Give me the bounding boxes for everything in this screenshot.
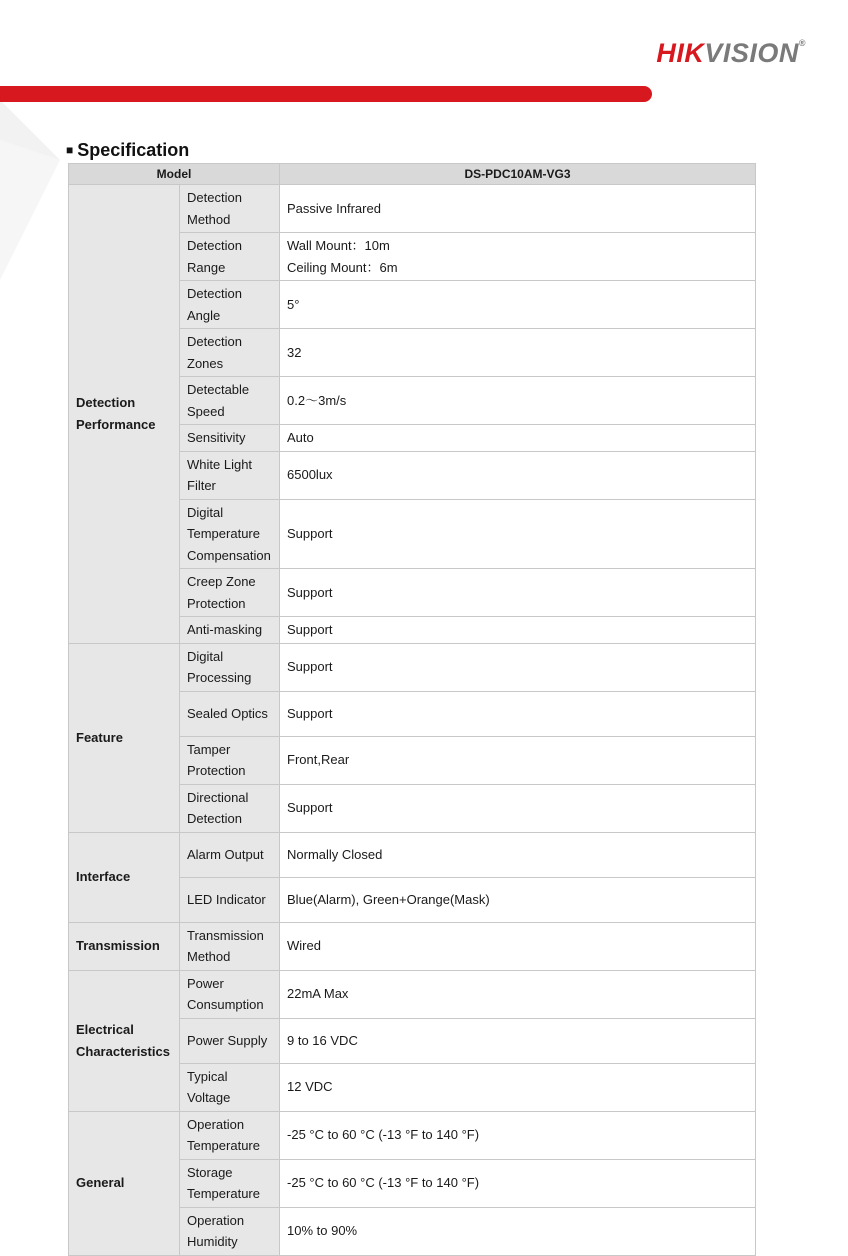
value-line: Normally Closed <box>287 846 383 862</box>
table-row <box>69 643 756 691</box>
section-title: ■ Specification <box>66 140 190 160</box>
category-cell: Electrical Characteristics <box>69 970 180 1111</box>
parameter-cell: Power Consumption <box>180 970 280 1018</box>
value-cell <box>280 643 756 691</box>
value-line: 32 <box>287 344 302 360</box>
parameter-cell: Directional Detection <box>180 784 280 832</box>
value-cell <box>280 1207 756 1255</box>
value-line: Support <box>287 622 333 637</box>
parameter-cell: Detection Angle <box>180 281 280 329</box>
value-cell <box>280 877 756 922</box>
value-cell <box>280 451 756 499</box>
value-line: 10% to 90% <box>287 1223 358 1239</box>
value-line: Support <box>287 800 333 816</box>
hikvision-logo: HIKVISION® <box>656 38 806 68</box>
specification-table <box>68 163 756 1256</box>
value-cell <box>280 233 756 281</box>
table-row <box>69 1111 756 1159</box>
parameter-cell: Storage Temperature <box>180 1159 280 1207</box>
value-cell <box>280 377 756 425</box>
table-body <box>69 185 756 1256</box>
category-cell: Transmission <box>69 922 180 970</box>
table-row <box>69 922 756 970</box>
value-line: 6500lux <box>287 467 333 483</box>
background-watermark-graphic <box>0 100 70 280</box>
value-line: 5° <box>287 296 300 312</box>
category-cell: Detection Performance <box>69 185 180 644</box>
table-row <box>69 970 756 1018</box>
value-line: Support <box>287 659 333 675</box>
parameter-cell: White Light Filter <box>180 451 280 499</box>
value-line: Blue(Alarm), Green+Orange(Mask) <box>287 891 490 907</box>
table-row <box>69 832 756 877</box>
value-line: 12 VDC <box>287 1079 333 1095</box>
value-cell <box>280 281 756 329</box>
header-model-number: DS-PDC10AM-VG3 <box>280 164 756 185</box>
value-line: Front,Rear <box>287 752 350 768</box>
parameter-cell: Sealed Optics <box>180 691 280 736</box>
parameter-cell: Detection Range <box>180 233 280 281</box>
value-cell <box>280 329 756 377</box>
parameter-cell: Detection Method <box>180 185 280 233</box>
value-line: Wired <box>287 938 321 954</box>
category-cell: General <box>69 1111 180 1255</box>
value-cell <box>280 1111 756 1159</box>
value-line: Support <box>287 584 333 600</box>
value-line: Ceiling Mount：6m <box>287 259 398 275</box>
table-header-row <box>69 164 756 185</box>
value-cell <box>280 499 756 569</box>
parameter-cell: Detection Zones <box>180 329 280 377</box>
parameter-cell: Power Supply <box>180 1018 280 1063</box>
value-cell <box>280 736 756 784</box>
value-cell <box>280 569 756 617</box>
parameter-cell: Alarm Output <box>180 832 280 877</box>
header-model: Model <box>69 164 280 185</box>
value-line: Wall Mount：10m <box>287 238 390 253</box>
parameter-cell: Tamper Protection <box>180 736 280 784</box>
value-cell <box>280 691 756 736</box>
header-red-bar <box>0 86 652 102</box>
value-cell <box>280 425 756 452</box>
value-line: 22mA Max <box>287 986 349 1002</box>
value-line: Passive Infrared <box>287 200 381 216</box>
value-line: Support <box>287 526 333 541</box>
value-line: 9 to 16 VDC <box>287 1032 358 1048</box>
parameter-cell: Detectable Speed <box>180 377 280 425</box>
category-cell: Feature <box>69 643 180 832</box>
value-cell <box>280 970 756 1018</box>
value-line: Support <box>287 705 333 721</box>
parameter-cell: Digital Processing <box>180 643 280 691</box>
parameter-cell: Creep Zone Protection <box>180 569 280 617</box>
value-line: 0.2～3m/s <box>287 392 347 408</box>
value-cell <box>280 185 756 233</box>
value-cell <box>280 617 756 644</box>
parameter-cell: Digital Temperature Compensation <box>180 499 280 569</box>
value-cell <box>280 922 756 970</box>
value-cell <box>280 784 756 832</box>
table-row <box>69 185 756 233</box>
parameter-cell: Transmission Method <box>180 922 280 970</box>
parameter-cell: Sensitivity <box>180 425 280 452</box>
category-cell: Interface <box>69 832 180 922</box>
parameter-cell: Anti-masking <box>180 617 280 644</box>
bullet-icon: ■ <box>66 143 74 157</box>
value-cell <box>280 832 756 877</box>
value-line: -25 °C to 60 °C (-13 °F to 140 °F) <box>287 1175 480 1191</box>
value-line: Auto <box>287 430 314 445</box>
parameter-cell: LED Indicator <box>180 877 280 922</box>
parameter-cell: Operation Humidity <box>180 1207 280 1255</box>
value-cell <box>280 1063 756 1111</box>
parameter-cell: Operation Temperature <box>180 1111 280 1159</box>
parameter-cell: Typical Voltage <box>180 1063 280 1111</box>
value-line: -25 °C to 60 °C (-13 °F to 140 °F) <box>287 1127 480 1143</box>
value-cell <box>280 1018 756 1063</box>
